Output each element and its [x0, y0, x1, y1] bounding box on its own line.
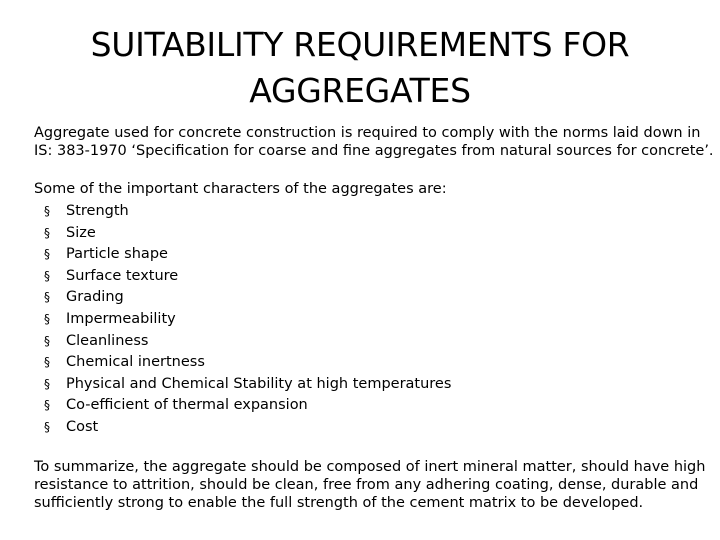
slide-title-line-1: SUITABILITY REQUIREMENTS FOR: [90, 25, 630, 64]
bullet-icon: §: [44, 311, 50, 326]
list-item: [44, 287, 451, 309]
list-item-label: Particle shape: [66, 246, 168, 263]
characteristics-list: [44, 201, 451, 439]
list-item: [44, 331, 451, 353]
intro-line-1: Aggregate used for concrete construction is required to comply with the norms laid down in: [34, 125, 701, 141]
bullet-icon: §: [44, 333, 50, 348]
list-item: [44, 395, 451, 417]
list-item-label: Co-efficient of thermal expansion: [66, 397, 308, 414]
bullet-icon: §: [44, 204, 50, 218]
list-item-label: Grading: [66, 289, 124, 306]
list-item-label: Impermeability: [66, 310, 176, 327]
list-item: [44, 352, 451, 374]
summary-line-2: resistance to attrition, should be clean, free from any adhering coating, dense, durable and: [34, 477, 699, 493]
list-item: [44, 223, 451, 245]
summary-paragraph: [34, 458, 714, 512]
bullet-icon: §: [44, 268, 50, 283]
slide-title-line-2: AGGREGATES: [249, 71, 471, 110]
list-item: [44, 266, 451, 288]
list-item: [44, 374, 451, 396]
list-item-label: Chemical inertness: [66, 354, 205, 371]
bullet-icon: §: [44, 376, 50, 391]
bullet-icon: §: [44, 355, 50, 370]
bullet-icon: §: [44, 419, 50, 434]
list-item-label: Surface texture: [66, 267, 179, 284]
bullet-icon: §: [44, 398, 50, 413]
bullet-icon: §: [44, 225, 50, 240]
bullet-icon: §: [44, 290, 50, 305]
intro-line-2: IS: 383-1970 ‘Specification for coarse and fine aggregates from natural sources for concrete’.: [34, 143, 714, 159]
list-item-label: Physical and Chemical Stability at high temperatures: [66, 375, 452, 392]
list-item: [44, 201, 451, 223]
list-item-label: Cost: [66, 418, 99, 435]
slide-title: [40, 22, 680, 114]
summary-line-3: sufficiently strong to enable the full strength of the cement matrix to be developed.: [34, 495, 644, 511]
bullet-icon: §: [44, 247, 50, 262]
list-item-label: Size: [66, 224, 96, 241]
list-item-label: Cleanliness: [66, 332, 149, 349]
list-item: [44, 309, 451, 331]
list-item: [44, 244, 451, 266]
summary-line-1: To summarize, the aggregate should be composed of inert mineral matter, should have high: [34, 459, 706, 475]
characteristics-lead: Some of the important characters of the aggregates are:: [34, 181, 447, 197]
list-item-label: Strength: [66, 203, 129, 219]
intro-paragraph: [34, 124, 714, 160]
list-item: [44, 417, 451, 439]
